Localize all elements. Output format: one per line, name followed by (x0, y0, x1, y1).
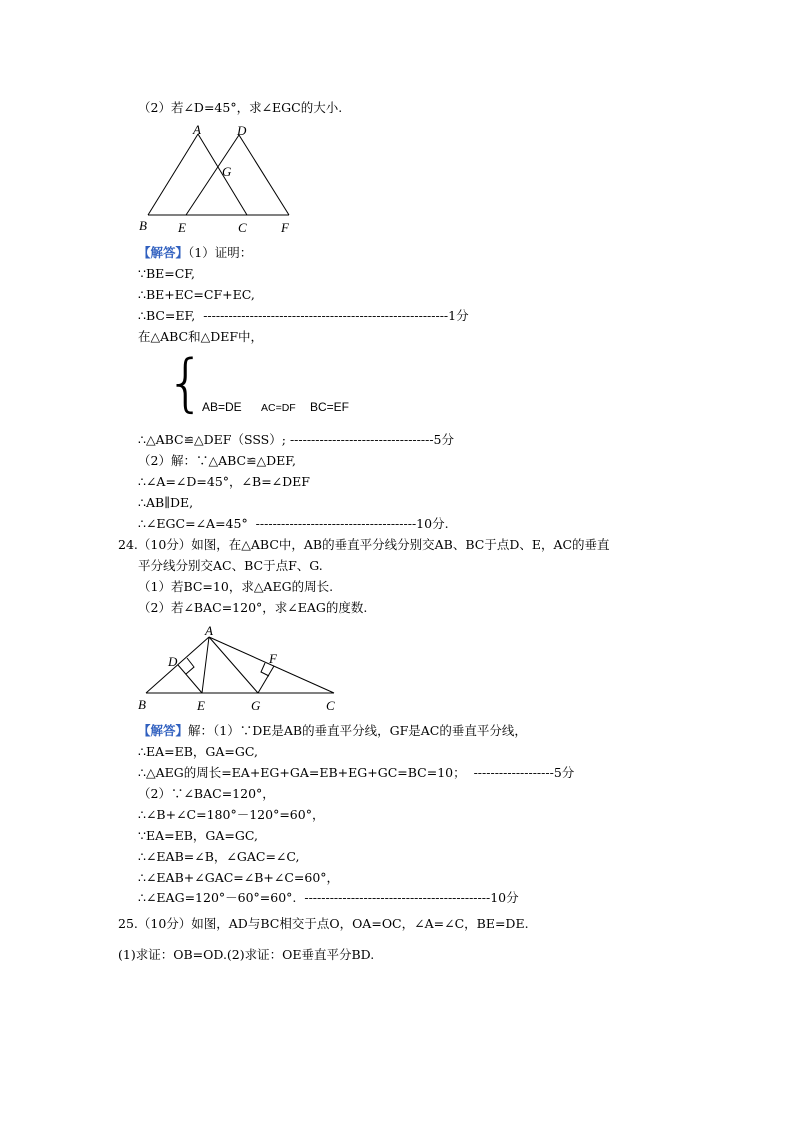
system-brace: { (166, 346, 206, 419)
q24-a5: ∴∠B+∠C=180°－120°=60°， (138, 807, 325, 822)
q24-head1: 24.（10分）如图，在△ABC中，AB的垂直平分线分别交AB、BC于点D、E，AC的垂直 (118, 537, 610, 552)
q24-head2: 平分线分别交AC、BC于点F、G. (138, 558, 323, 573)
label-F: F (269, 651, 277, 666)
q23-line3-text: ∴BC=EF, (138, 308, 196, 323)
q24-a3-score: -------------------5分 (473, 765, 575, 780)
label-A: A (205, 623, 213, 638)
q24-part1: （1）若BC=10，求△AEG的周长. (138, 579, 334, 594)
right-angle-F (261, 663, 269, 676)
q23-line1: ∵BE=CF, (138, 266, 196, 281)
q25-parts: (1)求证：OB=OD.(2)求证：OE垂直平分BD. (118, 947, 375, 962)
q24-part2: （2）若∠BAC=120°，求∠EAG的度数. (138, 600, 368, 615)
q23-line3-score: ----------------------------------------------------------1分 (203, 308, 469, 323)
q24-a9-line (138, 890, 519, 906)
answer-start: （1）证明： (188, 245, 253, 260)
q24-a9: ∴∠EAG=120°－60°=60°. (138, 890, 297, 905)
right-angle-D (186, 658, 194, 674)
q23-line9-score: --------------------------------------10分. (255, 516, 449, 531)
label-E: E (178, 220, 186, 235)
q23-line9 (138, 516, 449, 532)
q24-a3: ∴△AEG的周长=EA+EG+GA=EB+EG+GC=BC=10； (138, 765, 466, 780)
label-D: D (168, 654, 178, 669)
label-G: G (251, 698, 261, 713)
q24-a7: ∴∠EAB=∠B，∠GAC=∠C, (138, 849, 300, 864)
seg-FG (258, 666, 274, 693)
q24-a9-score: --------------------------------------------10分 (304, 890, 519, 905)
answer-tag: 【解答】 (138, 245, 189, 260)
seg-AG (209, 637, 258, 693)
label-B: B (139, 218, 147, 233)
q24-answer-line (138, 723, 527, 739)
q23-part2: （2）若∠D=45°，求∠EGC的大小. (138, 100, 343, 115)
seg-AE (202, 637, 209, 693)
q24-a6: ∵EA=EB，GA=GC, (138, 828, 258, 843)
q24-a2: ∴EA=EB，GA=GC, (138, 744, 258, 759)
q23-line3 (138, 308, 469, 324)
figure-q24 (134, 622, 344, 714)
seg-BA (146, 637, 209, 693)
label-B: B (138, 697, 146, 712)
q24-a1: 解：（1）∵DE是AB的垂直平分线，GF是AC的垂直平分线， (188, 723, 527, 738)
seg-DE (178, 665, 202, 693)
system-eq1: AB=DE (202, 400, 242, 414)
q23-line7: ∴∠A=∠D=45°，∠B=∠DEF (138, 474, 310, 489)
system-eq3: BC=EF (310, 400, 350, 414)
label-D: D (237, 123, 247, 138)
q23-line9-text: ∴∠EGC=∠A=45° (138, 516, 248, 531)
seg-DF (239, 135, 289, 215)
answer-tag: 【解答】 (138, 723, 189, 738)
q23-line5 (138, 432, 454, 448)
label-C: C (238, 220, 247, 235)
q24-a3-line (138, 765, 574, 781)
q25-head: 25.（10分）如图，AD与BC相交于点O，OA=OC，∠A=∠C，BE=DE. (118, 916, 529, 931)
label-A: A (193, 122, 201, 137)
q24-a4: （2）∵∠BAC=120°， (138, 786, 275, 801)
label-C: C (326, 698, 335, 713)
q24-a8: ∴∠EAB+∠GAC=∠B+∠C=60°， (138, 870, 340, 885)
seg-BA (148, 134, 198, 215)
q23-line5-text: ∴△ABC≌△DEF（SSS）; (138, 432, 286, 447)
q23-line5-score: ----------------------------------5分 (289, 432, 454, 447)
system-eq2: AC=DF (261, 402, 296, 414)
q23-line6: （2）解：∵△ABC≌△DEF, (138, 453, 297, 468)
q23-line8: ∴AB∥DE, (138, 495, 194, 510)
label-E: E (197, 698, 205, 713)
label-G: G (222, 164, 232, 179)
q23-line2: ∴BE+EC=CF+EC, (138, 287, 255, 302)
label-F: F (281, 220, 289, 235)
figure-q23 (134, 120, 304, 238)
q23-line4: 在△ABC和△DEF中， (138, 329, 264, 344)
q23-answer-line (138, 245, 252, 261)
